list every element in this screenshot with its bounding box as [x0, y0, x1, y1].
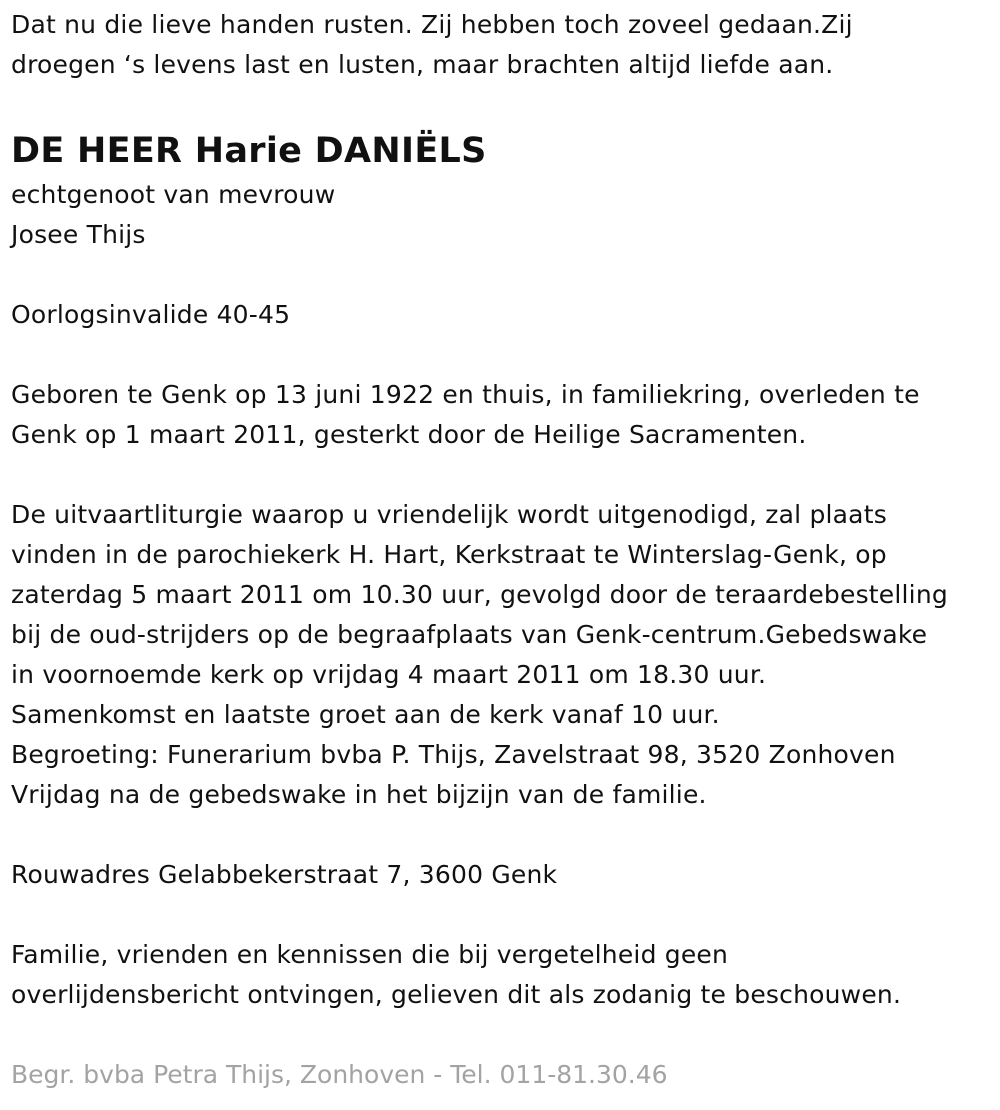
- funeral-block: [11, 495, 991, 815]
- title-line: Oorlogsinvalide 40-45: [11, 300, 291, 329]
- spacer: [11, 255, 991, 295]
- birth-death-block: [11, 375, 991, 455]
- intro-verse: [11, 0, 991, 85]
- funeral-line: zaterdag 5 maart 2011 om 10.30 uur, gevolgd door de teraardebestelling: [11, 580, 948, 609]
- funeral-line: Vrijdag na de gebedswake in het bijzijn van de familie.: [11, 780, 707, 809]
- funeral-line: De uitvaartliturgie waarop u vriendelijk wordt uitgenodigd, zal plaats: [11, 500, 887, 529]
- birth-death-line: Geboren te Genk op 13 juni 1922 en thuis, in familiekring, overleden te: [11, 380, 920, 409]
- spacer: [11, 895, 991, 935]
- notice-line: Familie, vrienden en kennissen die bij vergetelheid geen: [11, 940, 729, 969]
- funeral-line: vinden in de parochiekerk H. Hart, Kerkstraat te Winterslag-Genk, op: [11, 540, 887, 569]
- obituary-notice: [11, 0, 991, 1095]
- notice-line: overlijdensbericht ontvingen, gelieven dit als zodanig te beschouwen.: [11, 980, 902, 1009]
- spouse-block: [11, 175, 991, 255]
- funeral-line: bij de oud-strijders op de begraafplaats van Genk-centrum.Gebedswake: [11, 620, 928, 649]
- spacer: [11, 815, 991, 855]
- spacer: [11, 335, 991, 375]
- funeral-home-footer: Begr. bvba Petra Thijs, Zonhoven - Tel. 011-81.30.46: [11, 1060, 668, 1089]
- funeral-line: Samenkomst en laatste groet aan de kerk vanaf 10 uur.: [11, 700, 720, 729]
- spouse-label: echtgenoot van mevrouw: [11, 180, 336, 209]
- spacer: [11, 455, 991, 495]
- funeral-line: in voornoemde kerk op vrijdag 4 maart 2011 om 18.30 uur.: [11, 660, 767, 689]
- notice-block: [11, 935, 991, 1015]
- deceased-name: DE HEER Harie DANIËLS: [11, 131, 487, 171]
- spouse-name: Josee Thijs: [11, 220, 146, 249]
- intro-line: Dat nu die lieve handen rusten. Zij hebben toch zoveel gedaan.Zij: [11, 10, 853, 39]
- intro-line: droegen ‘s levens last en lusten, maar brachten altijd liefde aan.: [11, 50, 834, 79]
- funeral-line: Begroeting: Funerarium bvba P. Thijs, Zavelstraat 98, 3520 Zonhoven: [11, 740, 896, 769]
- mourning-address: Rouwadres Gelabbekerstraat 7, 3600 Genk: [11, 860, 558, 889]
- birth-death-line: Genk op 1 maart 2011, gesterkt door de Heilige Sacramenten.: [11, 420, 807, 449]
